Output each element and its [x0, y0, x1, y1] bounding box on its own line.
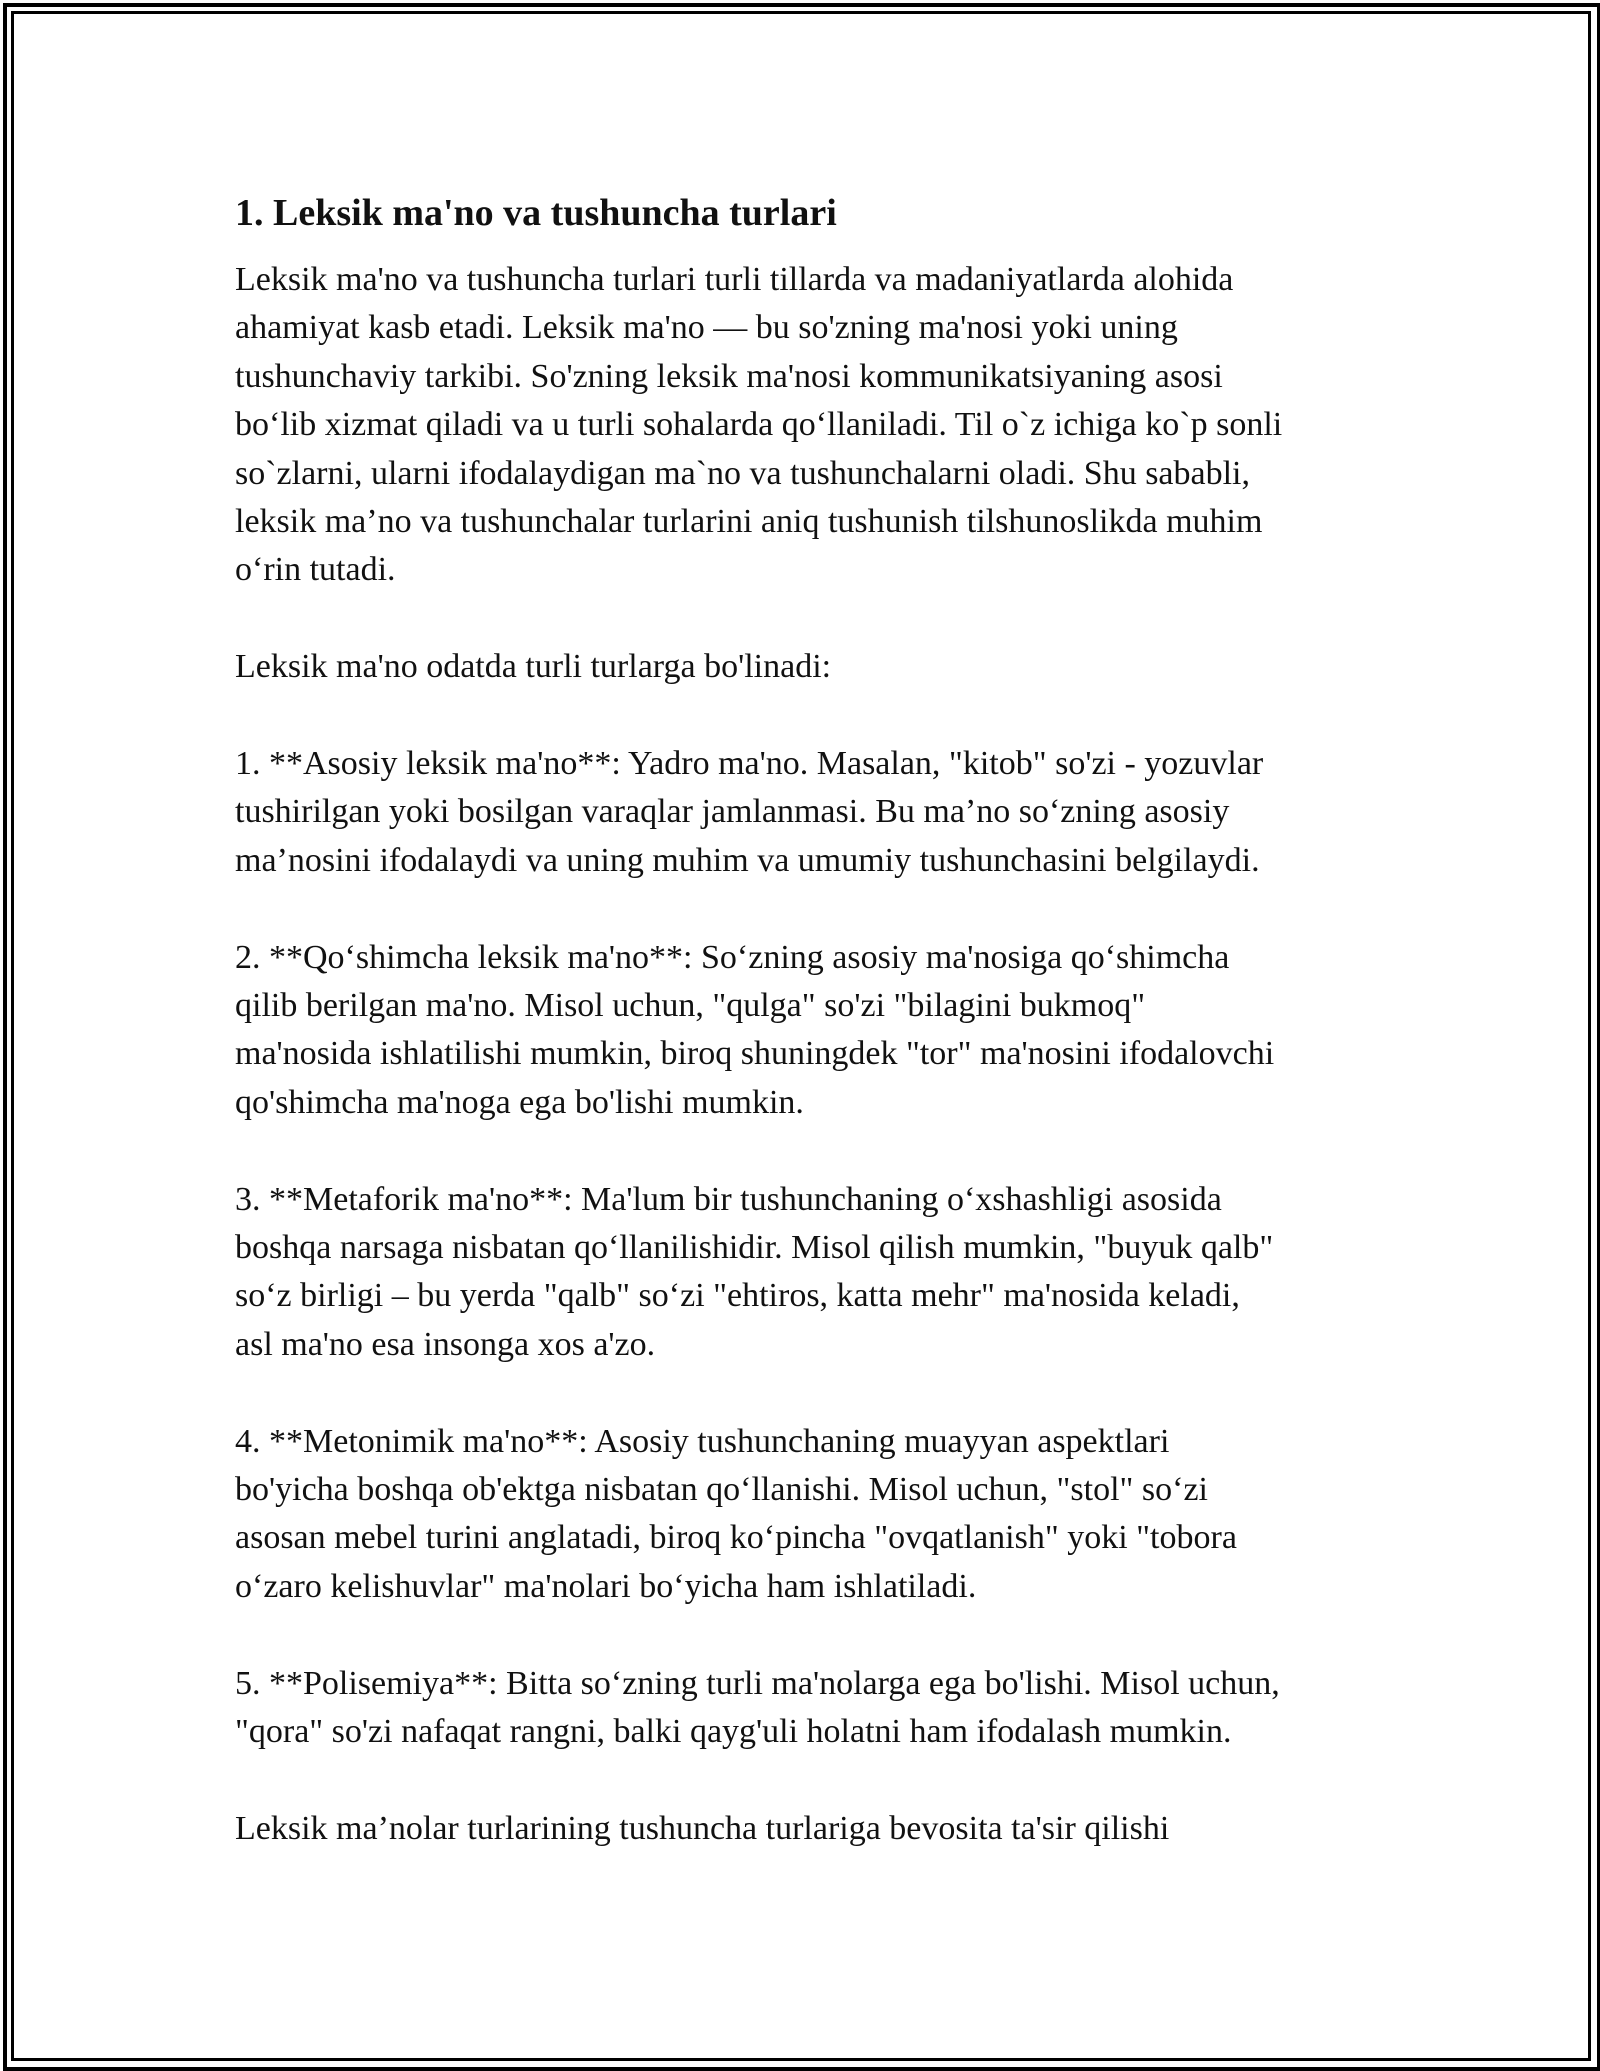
text-line: 2. **Qo‘shimcha leksik ma'no**: So‘zning asosiy ma'nosiga qo‘shimcha: [235, 938, 1230, 976]
lead-in-paragraph: [235, 643, 1375, 691]
list-item-paragraph: [235, 1176, 1375, 1370]
text-line: ahamiyat kasb etadi. Leksik ma'no — bu so'zning ma'nosi yoki uning: [235, 309, 1178, 347]
text-line: o‘zaro kelishuvlar" ma'nolari bo‘yicha ham ishlatiladi.: [235, 1567, 977, 1605]
text-line: Leksik ma'no va tushuncha turlari turli tillarda va madaniyatlarda alohida: [235, 261, 1234, 298]
text-line: leksik ma’no va tushunchalar turlarini aniq tushunish tilshunoslikda muhim: [235, 503, 1263, 541]
text-line: bo'yicha boshqa ob'ektga nisbatan qo‘llanishi. Misol uchun, "stol" so‘zi: [235, 1471, 1208, 1509]
text-line: 4. **Metonimik ma'no**: Asosiy tushunchaning muayyan aspektlari: [235, 1422, 1170, 1460]
text-line: ma'nosida ishlatilishi mumkin, biroq shuningdek "tor" ma'nosini ifodalovchi: [235, 1035, 1275, 1073]
text-line: Leksik ma'no odatda turli turlarga bo'linadi:: [235, 648, 832, 686]
text-line: asosan mebel turini anglatadi, biroq ko‘pincha "ovqatlanish" yoki "tobora: [235, 1519, 1237, 1557]
text-line: o‘rin tutadi.: [235, 551, 396, 589]
document-body: [235, 188, 1375, 1902]
text-line: bo‘lib xizmat qiladi va u turli sohalarda qo‘llaniladi. Til o`z ichiga ko`p sonli: [235, 406, 1283, 444]
text-line: qo'shimcha ma'noga ega bo'lishi mumkin.: [235, 1083, 804, 1121]
text-line: 3. **Metaforik ma'no**: Ma'lum bir tushunchaning o‘xshashligi asosida: [235, 1180, 1222, 1218]
closing-paragraph: [235, 1805, 1375, 1853]
text-line: asl ma'no esa insonga xos a'zo.: [235, 1325, 656, 1363]
text-line: boshqa narsaga nisbatan qo‘llanilishidir. Misol qilish mumkin, "buyuk qalb": [235, 1229, 1274, 1267]
list-item-paragraph: [235, 740, 1375, 885]
text-line: ma’nosini ifodalaydi va uning muhim va umumiy tushunchasini belgilaydi.: [235, 841, 1260, 879]
text-line: tushirilgan yoki bosilgan varaqlar jamlanmasi. Bu ma’no so‘zning asosiy: [235, 793, 1230, 831]
section-heading: 1. Leksik ma'no va tushuncha turlari: [235, 192, 837, 234]
text-line: qilib berilgan ma'no. Misol uchun, "qulga" so'zi "bilagini bukmoq": [235, 987, 1146, 1025]
intro-paragraph: [235, 256, 1375, 595]
text-line: 5. **Polisemiya**: Bitta so‘zning turli ma'nolarga ega bo'lishi. Misol uchun,: [235, 1664, 1280, 1702]
text-line: Leksik ma’nolar turlarining tushuncha turlariga bevosita ta'sir qilishi: [235, 1809, 1170, 1847]
text-line: "qora" so'zi nafaqat rangni, balki qayg'uli holatni ham ifodalash mumkin.: [235, 1713, 1232, 1751]
list-item-paragraph: [235, 934, 1375, 1128]
list-item-paragraph: [235, 1660, 1375, 1757]
text-line: tushunchaviy tarkibi. So'zning leksik ma'nosi kommunikatsiyaning asosi: [235, 357, 1223, 395]
list-item-paragraph: [235, 1418, 1375, 1612]
text-line: 1. **Asosiy leksik ma'no**: Yadro ma'no. Masalan, "kitob" so'zi - yozuvlar: [235, 745, 1264, 783]
text-line: so‘z birligi – bu yerda "qalb" so‘zi "ehtiros, katta mehr" ma'nosida keladi,: [235, 1277, 1240, 1315]
text-line: so`zlarni, ularni ifodalaydigan ma`no va tushunchalarni oladi. Shu sababli,: [235, 454, 1251, 492]
